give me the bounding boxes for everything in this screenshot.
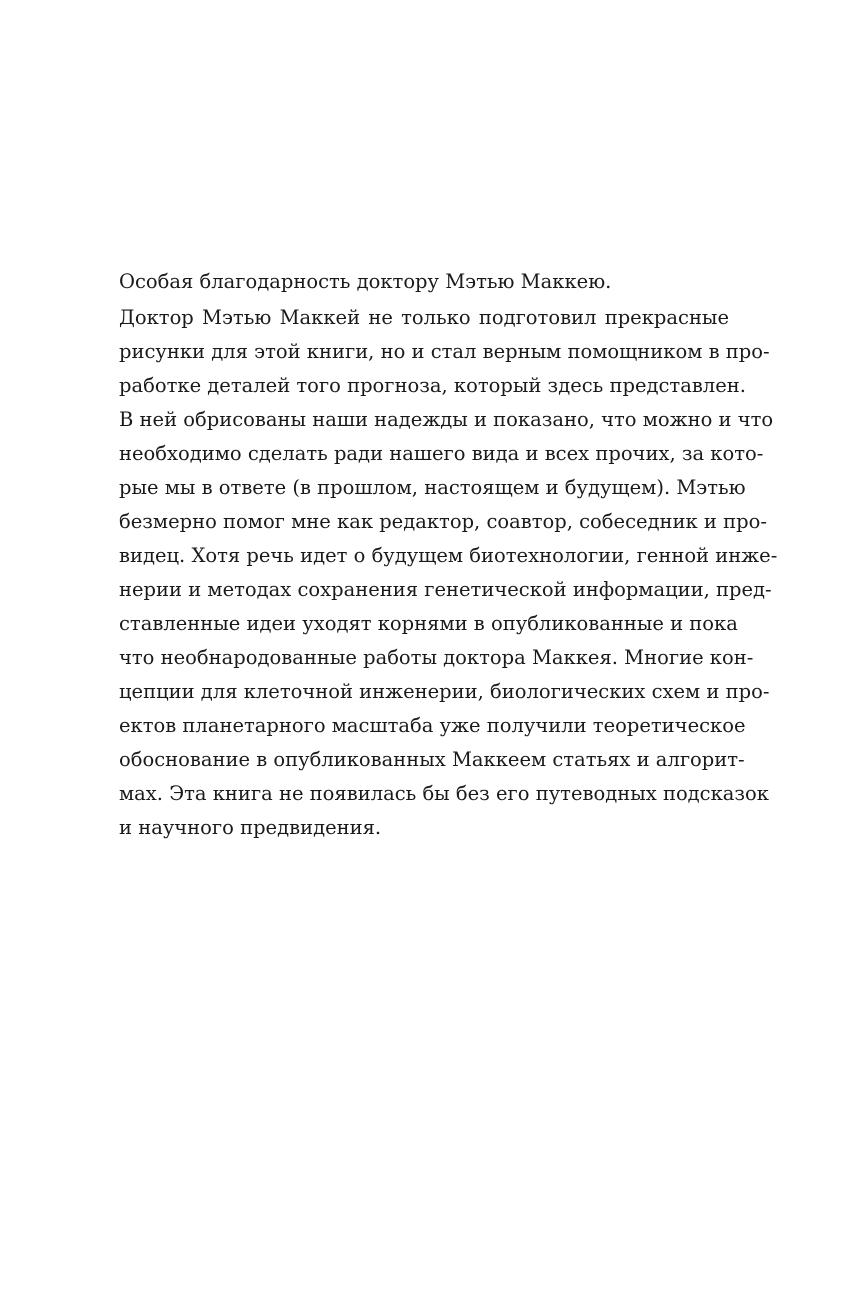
acknowledgement-paragraph xyxy=(119,301,778,845)
paragraph-line: безмерно помог мне как редактор, соавтор, собеседник и про- xyxy=(119,510,767,533)
paragraph-line: ектов планетарного масштаба уже получили теоретическое xyxy=(119,714,746,737)
paragraph-line: нерии и методах сохранения генетической информации, пред- xyxy=(119,578,772,601)
paragraph-line: мах. Эта книга не появилась бы без его путеводных подсказок xyxy=(119,782,769,805)
paragraph-line: рые мы в ответе (в прошлом, настоящем и будущем). Мэтью xyxy=(119,476,746,499)
acknowledgement-heading: Особая благодарность доктору Мэтью Маккею. xyxy=(119,270,612,293)
paragraph-line: необходимо сделать ради нашего вида и всех прочих, за кото- xyxy=(119,442,764,465)
paragraph-line: Доктор Мэтью Маккей не только подготовил прекрасные xyxy=(119,306,729,329)
paragraph-line: обоснование в опубликованных Маккеем статьях и алгорит- xyxy=(119,748,745,771)
paragraph-line: видец. Хотя речь идет о будущем биотехнологии, генной инже- xyxy=(119,544,778,567)
acknowledgement-block xyxy=(119,265,778,845)
paragraph-line: что необнародованные работы доктора Маккея. Многие кон- xyxy=(119,646,754,669)
paragraph-last-line: и научного предвидения. xyxy=(119,816,382,839)
paragraph-line: рисунки для этой книги, но и стал верным помощником в про- xyxy=(119,340,770,363)
paragraph-line: работке деталей того прогноза, который здесь представлен. xyxy=(119,374,746,397)
paragraph-line: ставленные идеи уходят корнями в опубликованные и пока xyxy=(119,612,738,635)
paragraph-line: цепции для клеточной инженерии, биологических схем и про- xyxy=(119,680,770,703)
paragraph-line: В ней обрисованы наши надежды и показано, что можно и что xyxy=(119,408,774,431)
